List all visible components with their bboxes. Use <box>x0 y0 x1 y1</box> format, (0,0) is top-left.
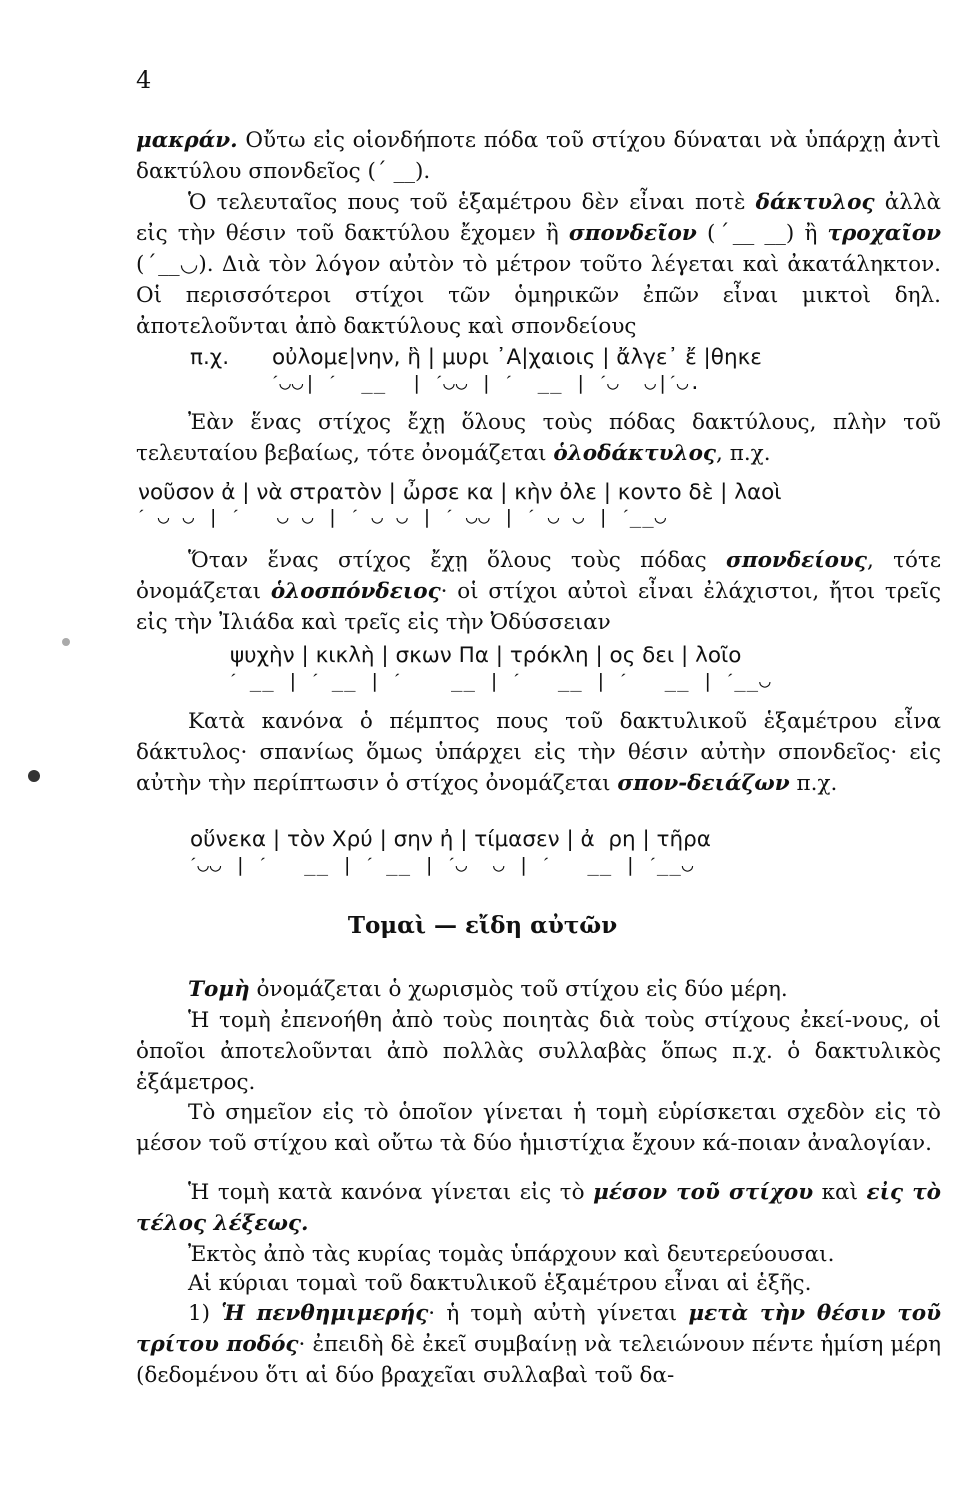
p4-text-a: Ὅταν ἕνας στίχος ἔχῃ ὅλους τοὺς πόδας <box>188 548 726 573</box>
p4-text-c: , τότε ὀνομάζεται <box>136 548 942 604</box>
term-spondeion: σπονδεῖον <box>568 221 697 246</box>
example-4-meter: ˊ◡◡ | ˊ __ | ˊ __ | ˊ◡ ◡ | ˊ __ | ˊ__◡ <box>190 854 695 876</box>
p12-text-e: · ἐπειδὴ δὲ ἐκεῖ συμβαίνῃ νὰ τελειώνουν πέντε ἡμίση μέρη (δεδομένου ὅτι αἱ δύο βραχεῖαι συλλαβαὶ τοῦ δα- <box>136 1332 941 1388</box>
term-daktylos: δάκτυλος <box>755 190 875 215</box>
example-1-verse: οὐλομε|νην, ἣ | μυρι ᾿Α|χαιοις | ἄλγε᾿ ἔ |θηκε <box>272 345 762 370</box>
example-3-meter: ˊ __ | ˊ __ | ˊ __ | ˊ __ | ˊ __ | ˊ__◡ <box>230 670 772 692</box>
p3-text-a: Ἐὰν ἕνας στίχος ἔχῃ ὅλους τοὺς πόδας δακτύλους, πλὴν τοῦ τελευταίου βεβαίως, τότε ὀνομάζεται <box>136 410 941 466</box>
p2-text-a: Ὁ τελευταῖος πους τοῦ ἑξαμέτρου δὲν εἶναι ποτὲ <box>188 190 756 215</box>
paragraph-2 <box>136 187 941 342</box>
example-4-verse: οὕνεκα | τὸν Χρύ | σην ἠ | τίμασεν | ἀ ρη | τῆρα <box>190 827 711 852</box>
page-number: 4 <box>136 66 152 94</box>
term-meta-thesin: μετὰ τὴν θέσιν τοῦ τρίτου ποδός <box>136 1301 941 1357</box>
p2-text-c: ἀλλὰ εἰς τὴν θέσιν τοῦ δακτύλου ἔχομεν ἢ <box>136 190 942 246</box>
paragraph-9 <box>136 1177 941 1239</box>
term-spondeious: σπονδείους <box>726 548 868 573</box>
paragraph-4 <box>136 545 941 638</box>
p9-text-a: Ἡ τομὴ κατὰ κανόνα γίνεται εἰς τὸ <box>188 1180 594 1205</box>
p12-text-a: 1) <box>188 1301 222 1326</box>
term-penthimimeris: Ἡ πενθημιμερής <box>221 1301 429 1326</box>
section-heading: Τομαὶ — εἴδη αὐτῶν <box>347 912 618 939</box>
p5-text-a: Κατὰ κανόνα ὁ πέμπτος πους τοῦ δακτυλικοῦ ἑξαμέτρου εἶνα δάκτυλος· σπανίως ὅμως ὑπάρχει εἰς τὴν θέσιν αὐτὴν σπονδεῖος· εἰς αὐτὴν τὴν περίπτωσιν ὁ στίχος ὀνομάζεται <box>136 709 941 796</box>
example-1-prefix: π.χ. <box>190 345 230 370</box>
paragraph-5 <box>136 706 941 799</box>
term-holodaktylos: ὁλοδάκτυλος <box>553 441 717 466</box>
paragraph-11: Αἱ κύριαι τομαὶ τοῦ δακτυλικοῦ ἑξαμέτρου εἶναι αἱ ἑξῆς. <box>188 1271 812 1296</box>
example-3-verse: ψυχὴν | κικλὴ | σκων Πα | τρόκλη | ος δει | λοῖο <box>230 643 742 668</box>
term-trochaion: τροχαῖον <box>827 221 941 246</box>
term-spondeiazon: σπον-δειάζων <box>617 771 790 796</box>
term-makran: μακράν. <box>136 128 238 153</box>
paragraph-10: Ἐκτὸς ἀπὸ τὰς κυρίας τομὰς ὑπάρχουν καὶ δευτερεύουσαι. <box>188 1242 835 1267</box>
example-2-verse: νοῦσον ἀ | νὰ στρατὸν | ὦρσε κα | κὴν ὀλε | κοντο δὲ | λαοὶ <box>138 480 782 505</box>
term-telos: εἰς τὸ τέλος λέξεως. <box>136 1180 942 1236</box>
term-meson: μέσον τοῦ στίχου <box>593 1180 814 1205</box>
term-tomi: Τομὴ <box>188 977 250 1002</box>
p6-text-b: ὀνομάζεται ὁ χωρισμὸς τοῦ στίχου εἰς δύο μέρη. <box>249 977 788 1002</box>
example-1-meter: ˊ◡◡| ˊ __ | ˊ◡◡ | ˊ __ | ˊ◡ ◡|ˊ◡. <box>272 372 702 394</box>
p3-text-c: , π.χ. <box>716 441 771 466</box>
p5-text-c: π.χ. <box>789 771 838 796</box>
paragraph-7: Ἡ τομὴ ἐπενοήθη ἀπὸ τοὺς ποιητὰς διὰ τοὺς στίχους ἐκεί-νους, οἱ ὁποῖοι ἀποτελοῦνται ἀπὸ πολλὰς συλλαβὰς ὅπως π.χ. ὁ δακτυλικὸς ἑξάμετρος. <box>136 1008 941 1095</box>
p2-text-e: (ˊ__ __) ἢ <box>696 221 828 246</box>
paragraph-1 <box>136 125 941 187</box>
paragraph-12 <box>136 1298 941 1391</box>
ink-speck <box>62 638 70 646</box>
p12-text-c: · ἡ τομὴ αὐτὴ γίνεται <box>428 1301 689 1326</box>
paragraph-1-text: Οὔτω εἰς οἱονδήποτε πόδα τοῦ στίχου δύναται νὰ ὑπάρχῃ ἀντὶ δακτύλου σπονδεῖος (ˊ __). <box>136 128 941 184</box>
p9-text-c: καὶ <box>813 1180 867 1205</box>
paragraph-8: Τὸ σημεῖον εἰς τὸ ὁποῖον γίνεται ἡ τομὴ εὑρίσκεται σχεδὸν εἰς τὸ μέσον τοῦ στίχου καὶ οὔτω τὰ δύο ἡμιστίχια ἔχουν κά-ποιαν ἀναλογίαν. <box>136 1100 941 1156</box>
paragraph-6 <box>136 974 941 1005</box>
p4-text-e: · οἱ στίχοι αὐτοὶ εἶναι ἐλάχιστοι, ἤτοι τρεῖς εἰς τὴν Ἰλιάδα καὶ τρεῖς εἰς τὴν Ὀδύσσειαν <box>136 579 941 635</box>
example-2-meter: ˊ ◡ ◡ | ˊ ◡ ◡ | ˊ ◡ ◡ | ˊ ◡◡ | ˊ ◡ ◡ | ˊ__◡ <box>138 506 668 528</box>
paragraph-3 <box>136 407 941 469</box>
p2-text-g: (ˊ__◡). Διὰ τὸν λόγον αὐτὸν τὸ μέτρον τοῦτο λέγεται καὶ ἀκατάληκτον. Οἱ περισσότεροι στίχοι τῶν ὁμηρικῶν ἐπῶν εἶναι μικτοὶ δηλ. ἀποτελοῦνται ἀπὸ δακτύλους καὶ σπονδείους <box>136 252 941 339</box>
ink-blot <box>28 770 40 782</box>
term-holospondeios: ὁλοσπόνδειος <box>270 579 441 604</box>
